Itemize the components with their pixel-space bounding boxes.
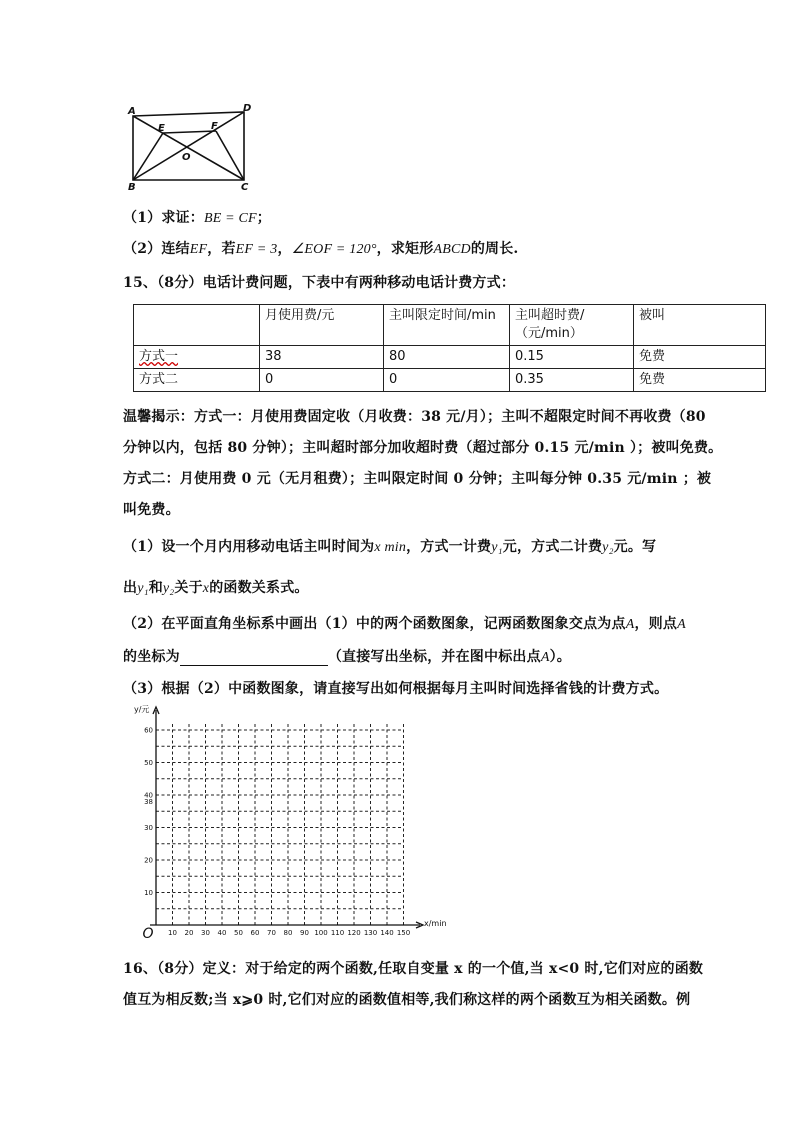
x-tick-label: 50 xyxy=(234,929,243,937)
x-tick-label: 110 xyxy=(330,929,345,937)
x-tick-label: 10 xyxy=(168,929,177,937)
y-axis-label: y/元 xyxy=(134,705,150,714)
q14-part1: （1）求证：BE = CF； xyxy=(123,210,271,226)
x-tick-label: 130 xyxy=(363,929,378,937)
label-F: F xyxy=(211,121,218,132)
y-tick-label: 20 xyxy=(144,856,153,865)
y-tick-label: 10 xyxy=(144,889,153,897)
y-tick-label: 60 xyxy=(144,726,153,735)
label-C: C xyxy=(241,182,249,192)
y-tick-label: 30 xyxy=(144,824,153,832)
y-tick-label: 40 xyxy=(144,791,153,800)
table-cell: 免费 xyxy=(634,369,766,392)
x-tick-label: 150 xyxy=(396,929,411,937)
tip-line-1: 温馨揭示：方式一：月使用费固定收（月收费：38 元/月）；主叫不超限定时间不再收费（80 xyxy=(123,409,706,425)
table-cell: 方式二 xyxy=(134,369,260,392)
table-row xyxy=(134,346,766,369)
q16-line1: 16、（8分）定义：对于给定的两个函数,任取自变量 x 的一个值,当 x<0 时,它们对应的函数 xyxy=(123,961,704,977)
x-tick-label: 60 xyxy=(250,929,260,937)
table-row xyxy=(134,369,766,392)
label-O: O xyxy=(182,152,191,163)
table-cell: 0.15 xyxy=(510,346,634,369)
table-cell: 38 xyxy=(260,346,384,369)
x-tick-label: 70 xyxy=(267,929,276,937)
x-tick-label: 120 xyxy=(347,929,361,937)
q15-part2-line1: （2）在平面直角坐标系中画出（1）中的两个函数图象，记两函数图象交点为点A，则点A xyxy=(123,616,686,632)
table-header-cell xyxy=(134,305,260,346)
q15-part1-line2: 出y₁和y₂关于x的函数关系式。 xyxy=(123,580,309,596)
table-header-cell: 主叫限定时间/min xyxy=(384,305,510,346)
table-cell: 0.35 xyxy=(510,369,634,392)
table-cell: 0 xyxy=(384,369,510,392)
y-tick-label: 38 xyxy=(144,798,153,806)
table-header-row xyxy=(134,305,766,346)
x-tick-label: 90 xyxy=(300,929,309,937)
table-cell: 免费 xyxy=(634,346,766,369)
coordinate-grid xyxy=(118,700,458,948)
x-tick-label: 40 xyxy=(217,929,227,937)
x-tick-label: 80 xyxy=(283,929,293,937)
x-tick-label: 30 xyxy=(201,929,210,937)
x-tick-label: 140 xyxy=(380,929,394,937)
answer-blank xyxy=(180,651,328,666)
table-cell: 方式一 xyxy=(134,346,260,369)
q15-part2-line2: 的坐标为 （直接写出坐标，并在图中标出点A）。 xyxy=(123,649,571,665)
x-tick-label: 100 xyxy=(314,929,328,937)
q14-part2: （2）连结EF，若EF = 3，∠EOF = 120°，求矩形ABCD的周长. xyxy=(123,241,519,257)
q15-part3: （3）根据（2）中函数图象，请直接写出如何根据每月主叫时间选择省钱的计费方式。 xyxy=(123,681,669,697)
x-tick-label: 20 xyxy=(184,929,194,937)
tip-line-3: 方式二：月使用费 0 元（无月租费）；主叫限定时间 0 分钟；主叫每分钟 0.35 元/min ；被 xyxy=(123,471,712,487)
table-cell: 80 xyxy=(384,346,510,369)
q16-line2: 值互为相反数;当 x⩾0 时,它们对应的函数值相等,我们称这样的两个函数互为相关函数。例 xyxy=(123,992,691,1008)
origin-label: O xyxy=(142,926,154,942)
table-cell: 0 xyxy=(260,369,384,392)
table-header-cell: 月使用费/元 xyxy=(260,305,384,346)
q15-title: 15、（8分）电话计费问题，下表中有两种移动电话计费方式： xyxy=(123,275,516,291)
rectangle-figure xyxy=(120,100,260,192)
table-header-cell: 主叫超时费/（元/min） xyxy=(510,305,634,346)
y-tick-label: 50 xyxy=(144,759,153,767)
label-E: E xyxy=(158,123,165,134)
q15-part1-line1: （1）设一个月内用移动电话主叫时间为x min，方式一计费y₁元，方式二计费y₂元。写 xyxy=(123,539,657,555)
label-A: A xyxy=(128,106,136,117)
tip-line-4: 叫免费。 xyxy=(123,502,180,518)
tip-line-2: 分钟以内，包括 80 分钟）；主叫超时部分加收超时费（超过部分 0.15 元/min ）；被叫免费。 xyxy=(123,440,723,456)
fee-table xyxy=(133,304,766,392)
label-D: D xyxy=(243,103,252,114)
table-header-cell: 被叫 xyxy=(634,305,766,346)
label-B: B xyxy=(128,182,136,192)
x-axis-label: x/min xyxy=(424,919,447,928)
